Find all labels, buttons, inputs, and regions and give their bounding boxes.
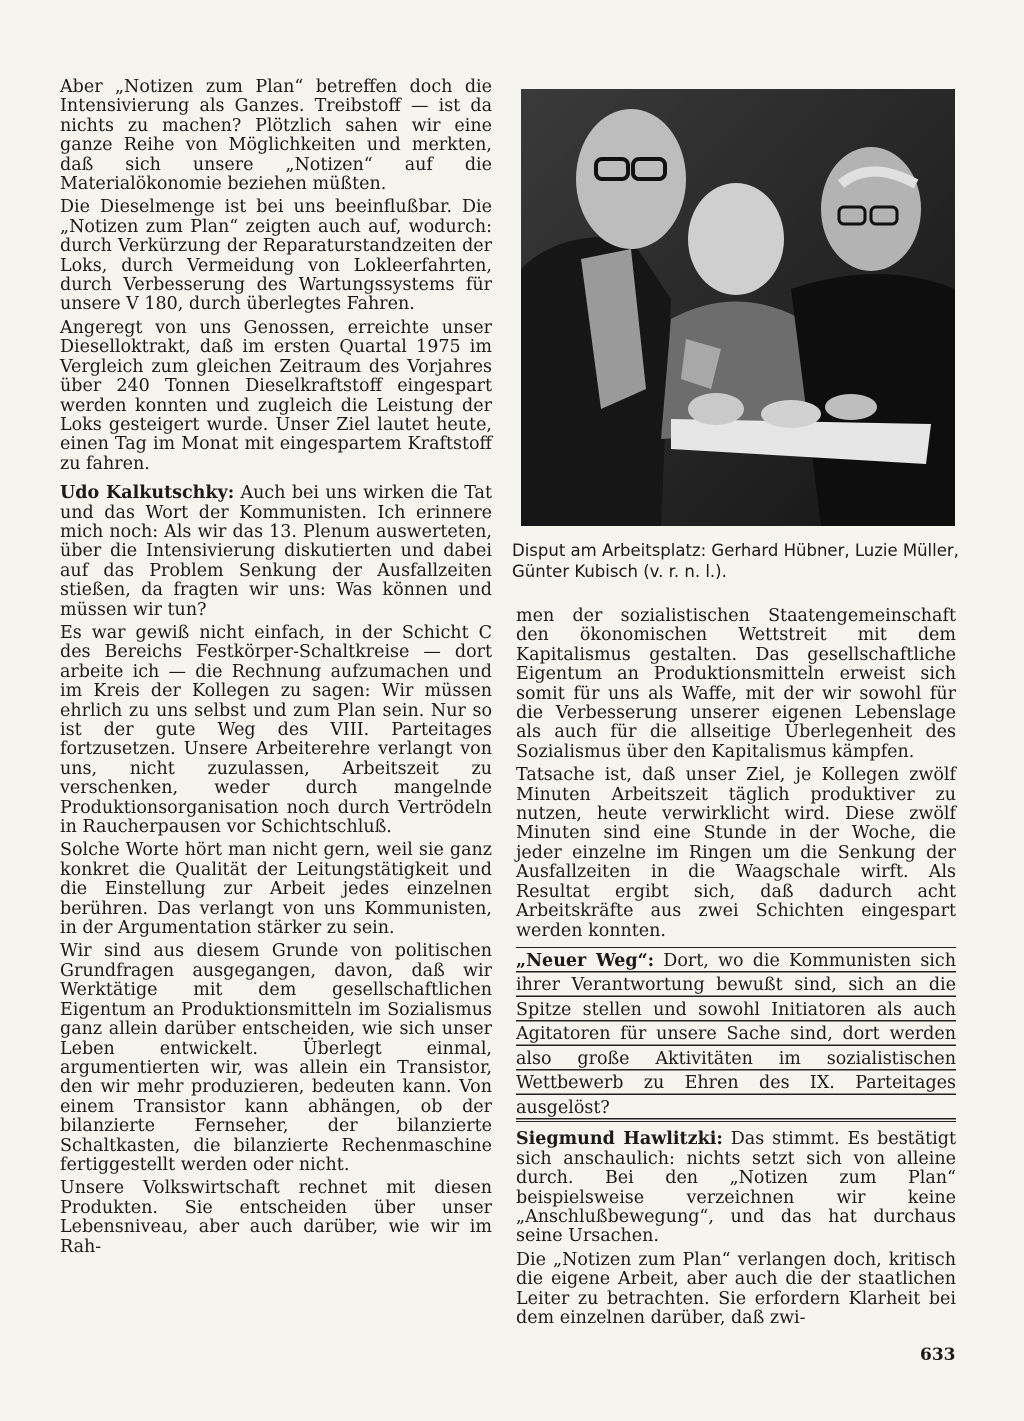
paragraph: Tatsache ist, daß unser Ziel, je Kollegen zwölf Minuten Arbeitszeit täglich produktiver zu nutzen, heute verwirklicht wird. Diese zwölf Minuten sind eine Stunde in der Woche, die jeder einzelne im Ringen um die Senkung der Ausfallzeiten in die Waagschale wirft. Als Resultat ergibt sich, daß dadurch acht Arbeitskräfte aus zwei Schichten eingespart werden konnten. <box>516 765 956 941</box>
speaker-name: Udo Kalkutschky: <box>60 483 235 504</box>
paragraph: Die Dieselmenge ist bei uns beeinflußbar. Die „Notizen zum Plan“ zeigten auch auf, wodurch: durch Verkürzung der Reparaturstandzeiten der Loks, durch Vermeidung von Lokleerfahrten, durch Verbesserung des Wartungssystems für unsere V 180, durch überlegtes Fahren. <box>60 197 492 315</box>
paragraph: Unsere Volkswirtschaft rechnet mit diesen Produkten. Sie entscheiden über unser Lebensniveau, aber auch darüber, wie wir im Rah- <box>60 1178 492 1257</box>
paragraph: Die „Notizen zum Plan“ verlangen doch, kritisch die eigene Arbeit, aber auch die der staatlichen Leiter zu betrachten. Sie erfordern Klarheit bei dem einzelnen darüber, daß zwi- <box>516 1249 956 1329</box>
interview-question <box>516 947 956 1123</box>
speaker-text: Auch bei uns wirken die Tat und das Wort der Kommunisten. Ich erinnere mich noch: Als wir das 13. Plenum auswerteten, über die Intensivierung diskutierten und dabei auf das Problem Senkung der Ausfallzeiten stießen, da fragten wir uns: Was können und müssen wir tun? <box>60 483 492 620</box>
paragraph: Wir sind aus diesem Grunde von politischen Grundfragen ausgegangen, davon, daß wir Werktätige mit dem gesellschaftlichen Eigentum an Produktionsmitteln im Sozialismus ganz allein darüber entscheiden, wie sich unser Leben entwickelt. Überlegt einmal, argumentierten wir, was allein ein Transistor, den wir mehr produzieren, bedeuten kann. Von einem Transistor kann abhängen, ob der bilanzierte Fernseher, der bilanzierte Schaltkasten, die bilanzierte Rechenmaschine fertiggestellt werden oder nicht. <box>60 941 492 1175</box>
speaker-text: Das stimmt. Es bestätigt sich anschaulich: nichts setzt sich von alleine durch. Bei den „Notizen zum Plan“ beispielsweise verzeichnen wir keine „Anschlußbewegung“, und das hat durchaus seine Ursachen. <box>516 1129 957 1247</box>
paragraph <box>60 484 492 620</box>
photo-illustration <box>521 89 955 526</box>
speaker-name: Siegmund Hawlitzki: <box>516 1129 723 1150</box>
right-column <box>516 607 956 1332</box>
paragraph: men der sozialistischen Staatengemeinschaft den ökonomischen Wettstreit mit dem Kapitalismus gestalten. Das gesellschaftliche Eigentum an Produktionsmitteln erweist sich somit für uns als Waffe, mit der wir sowohl für die Verbesserung unserer eigenen Lebenslage als auch für die allseitige Überlegenheit des Sozialismus über den Kapitalismus kämpfen. <box>516 606 956 762</box>
left-column <box>60 78 492 1261</box>
paragraph <box>516 1130 956 1246</box>
question-text: Dort, wo die Kommunisten sich ihrer Verantwortung bewußt sind, sich an die Spitze stellen und sowohl Initiatoren als auch Agitatoren für unsere Sache sind, dort werden also große Aktivitäten im sozialistischen Wettbewerb zu Ehren des IX. Parteitages ausgelöst? <box>516 950 956 1118</box>
photo-caption: Disput am Arbeitsplatz: Gerhard Hübner, Luzie Müller, Günter Kubisch (v. r. n. l.). <box>512 541 959 581</box>
paragraph: Solche Worte hört man nicht gern, weil sie ganz konkret die Qualität der Leitungstätigkeit und die Einstellung zur Arbeit jedes einzelnen berühren. Das verlangt von uns Kommunisten, in der Argumentation stärker zu sein. <box>60 840 492 939</box>
paragraph: Aber „Notizen zum Plan“ betreffen doch die Intensivierung als Ganzes. Treibstoff — ist da nichts zu machen? Plötzlich sahen wir eine ganze Reihe von Möglichkeiten und merkten, daß sich unsere „Notizen“ auf die Materialökonomie beziehen müßten. <box>60 77 492 195</box>
paragraph: Es war gewiß nicht einfach, in der Schicht C des Bereichs Festkörper-Schaltkreise — dort arbeite ich — die Rechnung aufzumachen und im Kreis der Kollegen zu sagen: Wir müssen ehrlich zu uns selbst und zum Plan sein. Nur so ist der gute Weg des VIII. Parteitages fortzusetzen. Unsere Arbeiterehre verlangt von uns, nicht zuzulassen, Arbeitszeit zu verschenken, weder durch mangelnde Produktionsorganisation noch durch Vertrödeln in Raucherpausen vor Schichtschluß. <box>60 622 492 838</box>
paragraph: Angeregt von uns Genossen, erreichte unser Dieselloktrakt, daß im ersten Quartal 1975 im Vergleich zum gleichen Zeitraum des Vorjahres über 240 Tonnen Dieselkraftstoff eingespart werden konnten und zugleich die Leistung der Loks gesteigert wurde. Unser Ziel lautet heute, einen Tag im Monat mit eingespartem Kraftstoff zu fahren. <box>60 317 492 474</box>
question-label: „Neuer Weg“: <box>516 950 655 971</box>
news-photo <box>521 89 955 526</box>
page-number: 633 <box>920 1345 956 1365</box>
